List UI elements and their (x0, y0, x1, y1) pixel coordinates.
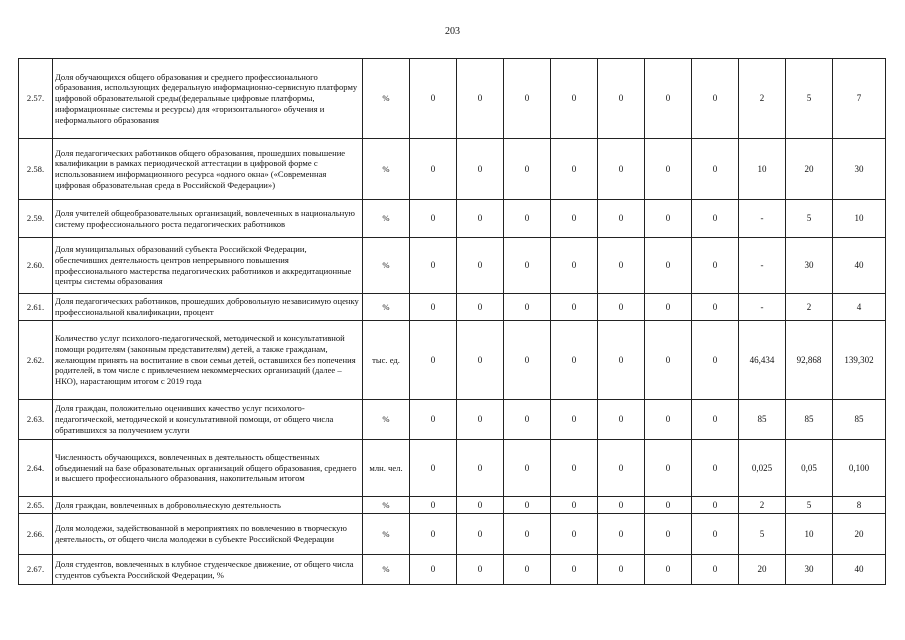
value-cell: 0 (457, 440, 504, 497)
value-cell: 0 (504, 200, 551, 238)
value-cell: 0 (504, 321, 551, 400)
value-cell: 0,05 (786, 440, 833, 497)
value-cell: 5 (786, 59, 833, 139)
value-cell: 0 (457, 555, 504, 585)
row-number: 2.64. (19, 440, 53, 497)
value-cell: 0 (551, 400, 598, 440)
unit-cell: млн. чел. (363, 440, 410, 497)
value-cell: 0 (551, 321, 598, 400)
value-cell: 46,434 (739, 321, 786, 400)
value-cell: 5 (786, 200, 833, 238)
value-cell: 0 (598, 294, 645, 321)
value-cell: 5 (739, 514, 786, 555)
value-cell: 0 (504, 400, 551, 440)
value-cell: 0 (504, 440, 551, 497)
value-cell: 0 (457, 321, 504, 400)
value-cell: 0 (598, 139, 645, 200)
value-cell: 0 (457, 139, 504, 200)
value-cell: 2 (739, 59, 786, 139)
value-cell: 40 (833, 238, 886, 294)
value-cell: 0 (504, 555, 551, 585)
value-cell: 0 (692, 497, 739, 514)
value-cell: 0 (551, 294, 598, 321)
value-cell: 0 (692, 440, 739, 497)
value-cell: 0 (410, 555, 457, 585)
value-cell: 0 (645, 321, 692, 400)
value-cell: 0 (410, 294, 457, 321)
value-cell: 30 (786, 555, 833, 585)
row-number: 2.62. (19, 321, 53, 400)
value-cell: 0 (645, 294, 692, 321)
table-row (19, 139, 886, 200)
table-row (19, 294, 886, 321)
page-number: 203 (445, 26, 460, 37)
table-row (19, 238, 886, 294)
indicator-description: Доля молодежи, задействованной в мероприятиях по вовлечению в творческую деятельность, от общего числа молодежи в субъекте Российской Федерации (53, 514, 363, 555)
table-row (19, 514, 886, 555)
row-number: 2.61. (19, 294, 53, 321)
value-cell: 0 (645, 497, 692, 514)
value-cell: 10 (786, 514, 833, 555)
indicator-description: Доля учителей общеобразовательных организаций, вовлеченных в национальную систему профессионального роста педагогических работников (53, 200, 363, 238)
table-row (19, 440, 886, 497)
indicator-description: Численность обучающихся, вовлеченных в деятельность общественных объединений на базе образовательных организаций общего образования, среднего и высшего профессионального образования, накопительным итогом (53, 440, 363, 497)
value-cell: 0,100 (833, 440, 886, 497)
value-cell: 2 (739, 497, 786, 514)
table-row (19, 400, 886, 440)
value-cell: - (739, 200, 786, 238)
row-number: 2.57. (19, 59, 53, 139)
value-cell: 0 (598, 321, 645, 400)
value-cell: 0 (457, 294, 504, 321)
value-cell: 0 (692, 400, 739, 440)
value-cell: 0 (457, 514, 504, 555)
value-cell: 0 (645, 555, 692, 585)
value-cell: 5 (786, 497, 833, 514)
row-number: 2.66. (19, 514, 53, 555)
value-cell: 20 (786, 139, 833, 200)
value-cell: 10 (739, 139, 786, 200)
value-cell: 0 (598, 400, 645, 440)
value-cell: 30 (833, 139, 886, 200)
value-cell: 0 (457, 59, 504, 139)
value-cell: 0 (410, 139, 457, 200)
value-cell: 0 (410, 440, 457, 497)
unit-cell: % (363, 294, 410, 321)
value-cell: 85 (739, 400, 786, 440)
value-cell: 0 (692, 200, 739, 238)
indicator-description: Доля муниципальных образований субъекта Российской Федерации, обеспечивших деятельность центров непрерывного повышения профессионального мастерства педагогических работников и аккредитационные центры системы образования (53, 238, 363, 294)
unit-cell: % (363, 238, 410, 294)
value-cell: 4 (833, 294, 886, 321)
value-cell: 0 (457, 400, 504, 440)
value-cell: 85 (786, 400, 833, 440)
value-cell: 0 (410, 497, 457, 514)
value-cell: - (739, 238, 786, 294)
row-number: 2.58. (19, 139, 53, 200)
value-cell: 0 (410, 59, 457, 139)
row-number: 2.59. (19, 200, 53, 238)
indicators-table (18, 58, 886, 585)
value-cell: 10 (833, 200, 886, 238)
value-cell: 0 (551, 555, 598, 585)
value-cell: 0 (504, 139, 551, 200)
table-row (19, 555, 886, 585)
value-cell: 0 (551, 440, 598, 497)
value-cell: 0 (457, 238, 504, 294)
value-cell: 0 (551, 139, 598, 200)
value-cell: 0 (645, 59, 692, 139)
unit-cell: % (363, 400, 410, 440)
row-number: 2.65. (19, 497, 53, 514)
value-cell: 0 (645, 238, 692, 294)
value-cell: 0 (598, 440, 645, 497)
indicator-description: Доля педагогических работников, прошедших добровольную независимую оценку профессиональной квалификации, процент (53, 294, 363, 321)
value-cell: 0 (645, 200, 692, 238)
value-cell: 0 (551, 59, 598, 139)
value-cell: 0 (692, 514, 739, 555)
value-cell: 20 (739, 555, 786, 585)
value-cell: 0 (551, 514, 598, 555)
value-cell: 0 (645, 440, 692, 497)
value-cell: 2 (786, 294, 833, 321)
value-cell: 139,302 (833, 321, 886, 400)
unit-cell: % (363, 497, 410, 514)
table-row (19, 200, 886, 238)
table-row (19, 59, 886, 139)
value-cell: 0 (598, 497, 645, 514)
value-cell: 0 (598, 59, 645, 139)
value-cell: 0,025 (739, 440, 786, 497)
unit-cell: % (363, 514, 410, 555)
value-cell: 0 (410, 200, 457, 238)
value-cell: 0 (551, 497, 598, 514)
value-cell: 0 (598, 555, 645, 585)
value-cell: 0 (598, 514, 645, 555)
value-cell: 0 (692, 294, 739, 321)
value-cell: 0 (692, 555, 739, 585)
indicator-description: Количество услуг психолого-педагогической, методической и консультативной помощи родителям (законным представителям) детей, а также гражданам, желающим принять на воспитание в свои семьи детей, оставшихся без попечения родителей, в том числе с привлечением некоммерческих организаций (далее – НКО), нарастающим итогом с 2019 года (53, 321, 363, 400)
value-cell: 85 (833, 400, 886, 440)
value-cell: 7 (833, 59, 886, 139)
value-cell: 0 (645, 400, 692, 440)
indicator-description: Доля граждан, положительно оценивших качество услуг психолого-педагогической, методической и консультативной помощи, от общего числа обратившихся за получением услуги (53, 400, 363, 440)
table-row (19, 497, 886, 514)
value-cell: 0 (410, 400, 457, 440)
unit-cell: % (363, 139, 410, 200)
value-cell: 0 (692, 139, 739, 200)
indicator-description: Доля студентов, вовлеченных в клубное студенческое движение, от общего числа студентов субъекта Российской Федерации, % (53, 555, 363, 585)
value-cell: 0 (551, 200, 598, 238)
value-cell: 0 (692, 59, 739, 139)
value-cell: 8 (833, 497, 886, 514)
value-cell: 0 (598, 200, 645, 238)
value-cell: 0 (692, 321, 739, 400)
value-cell: 0 (645, 514, 692, 555)
value-cell: 0 (551, 238, 598, 294)
value-cell: 0 (504, 59, 551, 139)
unit-cell: % (363, 200, 410, 238)
table-row (19, 321, 886, 400)
value-cell: 0 (410, 514, 457, 555)
indicator-description: Доля педагогических работников общего образования, прошедших повышение квалификации в рамках периодической аттестации в цифровой форме с использованием информационного ресурса «одного окна» («Современная цифровая образовательная среда в Российской Федерации») (53, 139, 363, 200)
value-cell: 0 (504, 497, 551, 514)
value-cell: 30 (786, 238, 833, 294)
value-cell: 0 (504, 238, 551, 294)
value-cell: 20 (833, 514, 886, 555)
row-number: 2.67. (19, 555, 53, 585)
indicator-description: Доля граждан, вовлеченных в добровольческую деятельность (53, 497, 363, 514)
value-cell: - (739, 294, 786, 321)
row-number: 2.60. (19, 238, 53, 294)
value-cell: 0 (504, 294, 551, 321)
value-cell: 0 (410, 321, 457, 400)
value-cell: 0 (457, 200, 504, 238)
unit-cell: % (363, 555, 410, 585)
value-cell: 0 (410, 238, 457, 294)
value-cell: 0 (457, 497, 504, 514)
value-cell: 40 (833, 555, 886, 585)
value-cell: 0 (692, 238, 739, 294)
value-cell: 0 (598, 238, 645, 294)
value-cell: 0 (504, 514, 551, 555)
value-cell: 0 (645, 139, 692, 200)
indicator-description: Доля обучающихся общего образования и среднего профессионального образования, использующих федеральную информационно-сервисную платформу цифровой образовательной среды(федеральные цифровые платформы, информационные системы и ресурсы) для «горизонтального» обучения и неформального образования (53, 59, 363, 139)
row-number: 2.63. (19, 400, 53, 440)
value-cell: 92,868 (786, 321, 833, 400)
unit-cell: % (363, 59, 410, 139)
unit-cell: тыс. ед. (363, 321, 410, 400)
